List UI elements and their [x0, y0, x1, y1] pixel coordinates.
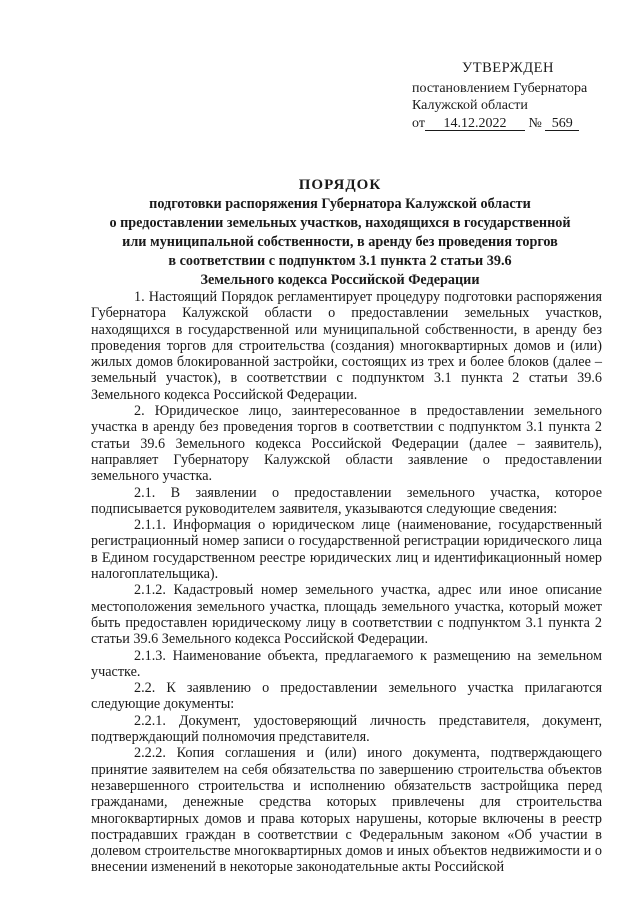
paragraph-2-2: 2.2. К заявлению о предоставлении земельного участка прилагаются следующие документы: [91, 680, 602, 713]
paragraph-2: 2. Юридическое лицо, заинтересованное в предоставлении земельного участка в аренду без проведения торгов в соответствии с подпунктом 3.1 пункта 2 статьи 39.6 Земельного кодекса Российской Федерации (далее – заявитель), направляет Губернатору Калужской области заявление о предоставлении земельного участка. [91, 403, 602, 485]
paragraph-2-2-1: 2.2.1. Документ, удостоверяющий личность представителя, документ, подтверждающий полномочия представителя. [91, 712, 602, 746]
heading-line: или муниципальной собственности, в аренду без проведения торгов [122, 234, 558, 250]
paragraph-2-1-2: 2.1.2. Кадастровый номер земельного участка, адрес или иное описание местоположения земельного участка, площадь земельного участка, который может быть предоставлен юридическому лицу в соответствии с подпунктом 3.1 пункта 2 статьи 39.6 Земельного кодекса Российской Федерации. [91, 582, 602, 648]
heading-line: подготовки распоряжения Губернатора Калужской области [149, 196, 531, 212]
approval-title: УТВЕРЖДЕН [462, 60, 554, 76]
approval-number: 569 [545, 117, 579, 131]
document-body [91, 289, 602, 876]
heading-line: о предоставлении земельных участков, находящихся в государственной [109, 215, 571, 231]
paragraph-2-1-1: 2.1.1. Информация о юридическом лице (наименование, государственный регистрационный номер записи о государственной регистрации юридического лица в Едином государственном реестре юридических лиц и идентификационный номер налогоплательщика). [91, 517, 602, 583]
approval-from-label: от [412, 115, 425, 131]
paragraph-2-2-2: 2.2.2. Копия соглашения и (или) иного документа, подтверждающего принятие заявителем на себя обязательства по завершению строительства объектов незавершенного строительства и исполнению обязательств застройщика перед гражданами, денежные средства которых привлечены для строительства многоквартирных домов и права которых нарушены, которые включены в реестр пострадавших граждан в соответствии с Федеральным законом «Об участии в долевом строительстве многоквартирных домов и иных объектов недвижимости и о внесении изменений в некоторые законодательные акты Российской [91, 745, 602, 876]
approval-line-1: постановлением Губернатора [412, 80, 588, 96]
document-title: ПОРЯДОК [298, 177, 382, 193]
approval-line-2: Калужской области [412, 98, 528, 113]
paragraph-1: 1. Настоящий Порядок регламентирует процедуру подготовки распоряжения Губернатора Калужской области о предоставлении земельных участков, находящихся в государственной или муниципальной собственности, в аренду без проведения торгов для строительства (создания) многоквартирных домов и (или) жилых домов блокированной застройки, состоящих из трех и более блоков (далее – земельный участок), в соответствии с подпунктом 3.1 пункта 2 статьи 39.6 Земельного кодекса Российской Федерации. [91, 289, 602, 403]
approval-date: 14.12.2022 [425, 117, 525, 131]
heading-line: Земельного кодекса Российской Федерации [200, 272, 480, 288]
paragraph-2-1: 2.1. В заявлении о предоставлении земельного участка, которое подписывается руководителем заявителя, указываются следующие сведения: [91, 484, 602, 517]
paragraph-2-1-3: 2.1.3. Наименование объекта, предлагаемого к размещению на земельном участке. [91, 647, 602, 680]
document-heading [70, 176, 610, 290]
approval-stamp [412, 60, 587, 132]
heading-line: в соответствии с подпунктом 3.1 пункта 2 статьи 39.6 [168, 253, 512, 269]
approval-number-label: № [528, 115, 542, 131]
approval-date-number [412, 115, 587, 133]
